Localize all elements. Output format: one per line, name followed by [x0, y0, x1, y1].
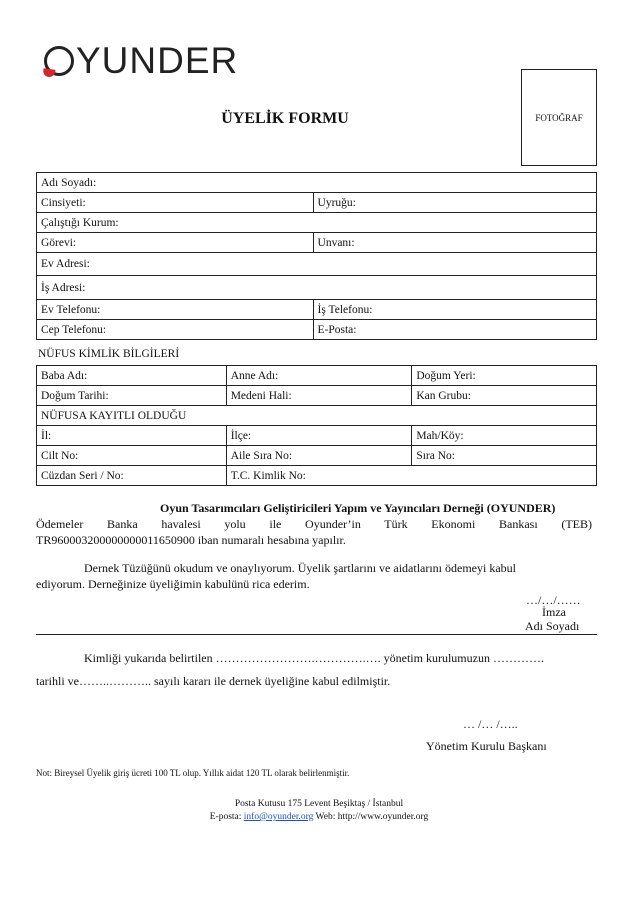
registered-header: NÜFUSA KAYITLI OLDUĞU [37, 406, 597, 426]
footer-web: Web: http://www.oyunder.org [313, 812, 429, 822]
footer-address: Posta Kutusu 175 Levent Beşiktaş / İstanbul [234, 799, 404, 809]
volume-no-field[interactable]: Cilt No: [37, 446, 227, 466]
home-address-field[interactable]: Ev Adresi: [37, 253, 597, 276]
identity-section-title: NÜFUS KİMLİK BİLGİLERİ [38, 348, 180, 360]
form-title: ÜYELİK FORMU [221, 110, 349, 127]
board-line-2: tarihli ve……..……….. sayılı kararı ile dernek üyeliğine kabul edilmiştir. [36, 674, 391, 688]
mother-name-field[interactable]: Anne Adı: [226, 366, 412, 386]
signature-label: İmza [542, 605, 566, 619]
nationality-field[interactable]: Uyruğu: [313, 193, 596, 213]
marital-status-field[interactable]: Medeni Hali: [226, 386, 412, 406]
board-chairman-label: Yönetim Kurulu Başkanı [426, 739, 547, 753]
board-line-1: Kimliği yukarıda belirtilen …………………….………….…. yönetim kurulumuzun …………. [84, 651, 544, 665]
birthplace-field[interactable]: Doğum Yeri: [412, 366, 597, 386]
footer-email-prefix: E-posta: [209, 812, 244, 822]
family-no-field[interactable]: Aile Sıra No: [226, 446, 412, 466]
footer-email-link[interactable]: info@oyunder.org [243, 812, 314, 822]
payment-line-1: Ödemeler Banka havalesi yolu ile Oyunder’in Türk Ekonomi Bankası (TEB) [36, 517, 592, 531]
board-date: … /… /….. [463, 717, 518, 731]
fee-note: Not: Bireysel Üyelik giriş ücreti 100 TL olup. Yıllık aidat 120 TL olarak belirlenmiştir. [36, 768, 350, 778]
work-phone-field[interactable]: İş Telefonu: [313, 300, 596, 320]
district-field[interactable]: İlçe: [226, 426, 412, 446]
birthdate-field[interactable]: Doğum Tarihi: [37, 386, 227, 406]
photo-box [521, 69, 597, 166]
province-field[interactable]: İl: [37, 426, 227, 446]
applicant-name-label: Adı Soyadı [525, 619, 580, 633]
father-name-field[interactable]: Baba Adı: [37, 366, 227, 386]
name-field[interactable]: Adı Soyadı: [37, 173, 597, 193]
personal-info-table [36, 172, 597, 340]
mobile-field[interactable]: Cep Telefonu: [37, 320, 314, 340]
declaration-line-1: Dernek Tüzüğünü okudum ve onaylıyorum. Üyelik şartlarını ve aidatlarını ödemeyi kabul [84, 561, 516, 575]
divider-line [36, 634, 597, 635]
tc-id-field[interactable]: T.C. Kimlik No: [226, 466, 596, 486]
workplace-field[interactable]: Çalıştığı Kurum: [37, 213, 597, 233]
logo-text: YUNDER [76, 40, 239, 81]
identity-table [36, 365, 597, 486]
home-phone-field[interactable]: Ev Telefonu: [37, 300, 314, 320]
footer-contact [0, 811, 638, 824]
village-field[interactable]: Mah/Köy: [412, 426, 597, 446]
position-field[interactable]: Görevi: [37, 233, 314, 253]
payment-iban-line: TR960003200000000011650900 iban numaralı hesabına yapılır. [36, 533, 346, 547]
wallet-serial-field[interactable]: Cüzdan Seri / No: [37, 466, 227, 486]
oyunder-logo [44, 40, 238, 82]
declaration-date: …/…/…… [526, 593, 581, 607]
organization-name: Oyun Tasarımcıları Geliştiricileri Yapım ve Yayıncıları Derneği (OYUNDER) [160, 501, 556, 515]
declaration-line-2: ediyorum. Derneğinize üyeliğimin kabulünü rica ederim. [36, 577, 310, 591]
title-field[interactable]: Unvanı: [313, 233, 596, 253]
work-address-field[interactable]: İş Adresi: [37, 276, 597, 300]
email-field[interactable]: E-Posta: [313, 320, 596, 340]
logo-o-icon [44, 46, 74, 76]
seq-no-field[interactable]: Sıra No: [412, 446, 597, 466]
photo-label: FOTOĞRAF [535, 112, 583, 123]
gender-field[interactable]: Cinsiyeti: [37, 193, 314, 213]
footer [0, 798, 638, 824]
blood-type-field[interactable]: Kan Grubu: [412, 386, 597, 406]
